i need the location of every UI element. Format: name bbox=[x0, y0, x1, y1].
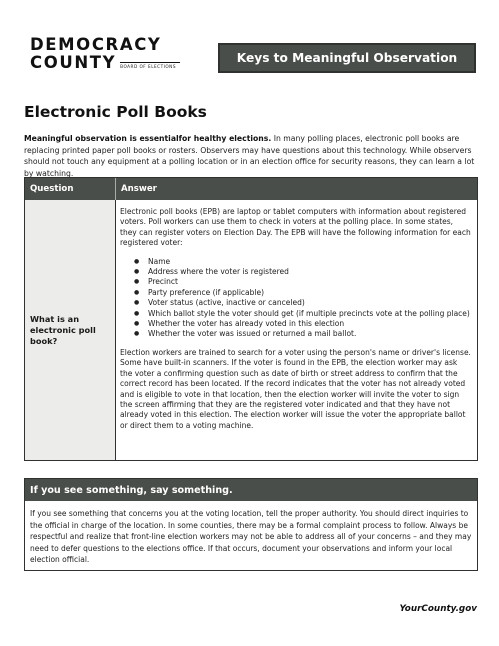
logo-line-county: COUNTY bbox=[30, 53, 117, 72]
header-question: Question bbox=[25, 178, 116, 200]
county-logo bbox=[30, 36, 180, 72]
see-something-body: If you see something that concerns you at the voting location, tell the proper authority. You should direct inquiries to the official in charge of the location. In some counties, there may be a formal complaint process to follow. Always be respectful and realize that front-line election workers may not be able to address all of your concerns – and they may need to defer questions to the elections office. If that occurs, document your observations and inform your local election official. bbox=[30, 509, 472, 565]
qa-table-header bbox=[25, 178, 477, 200]
qa-row bbox=[25, 200, 477, 460]
answer-outro: Election workers are trained to search for a voter using the person's name or driver's license. Some have built-in scanners. If the voter is found in the EPB, the election worker may ask the voter a confirming question such as date of birth or street address to confirm that the correct record has been located. If the record indicates that the voter has not already voted and is eligible to vote in that location, then the election worker will invite the voter to sign the screen affirming that they are the registered voter indicated and that they have not already voted in this election. The election worker will issue the voter the appropriate ballot or direct them to a voting machine. bbox=[120, 347, 471, 430]
intro-bold-lead: Meaningful observation is essentialfor healthy elections. bbox=[24, 134, 272, 143]
list-item: ● Address where the voter is registered bbox=[134, 267, 471, 277]
list-item: ● Which ballot style the voter should get (if multiple precincts vote at the polling place) bbox=[134, 309, 471, 319]
footer-url: YourCounty.gov bbox=[399, 604, 477, 614]
qa-table bbox=[24, 177, 478, 461]
question-cell: What is an electronic poll book? bbox=[25, 200, 116, 460]
list-item: ● Party preference (if applicable) bbox=[134, 288, 471, 298]
voter-info-list bbox=[134, 257, 471, 340]
logo-subtitle: BOARD OF ELECTIONS bbox=[120, 62, 180, 69]
list-item: ● Name bbox=[134, 257, 471, 267]
list-item: ● Whether the voter has already voted in this election bbox=[134, 319, 471, 329]
intro-text: In many polling places, electronic poll books are replacing printed paper poll books or rosters. Observers may have questions about this technology. While observers should not touch any equipment at a polling location or in an election office for security reasons, they can learn a lot by watching. bbox=[24, 134, 475, 178]
see-something-heading: If you see something, say something. bbox=[25, 479, 477, 501]
page-title: Electronic Poll Books bbox=[24, 103, 207, 121]
answer-cell bbox=[116, 200, 477, 460]
list-item: ● Voter status (active, inactive or canceled) bbox=[134, 298, 471, 308]
intro-paragraph bbox=[24, 133, 478, 179]
answer-intro: Electronic poll books (EPB) are laptop or tablet computers with information about registered voters. Poll workers can use them to check in voters at the polling place. In some states, they can register voters on Election Day. The EPB will have the following information for each registered voter: bbox=[120, 207, 471, 248]
header-banner: Keys to Meaningful Observation bbox=[218, 43, 476, 73]
list-item: ● Precinct bbox=[134, 277, 471, 287]
list-item: ● Whether the voter was issued or returned a mail ballot. bbox=[134, 329, 471, 339]
header-answer: Answer bbox=[121, 184, 157, 194]
logo-line-democracy: DEMOCRACY bbox=[30, 35, 162, 54]
see-something-box bbox=[24, 478, 478, 571]
